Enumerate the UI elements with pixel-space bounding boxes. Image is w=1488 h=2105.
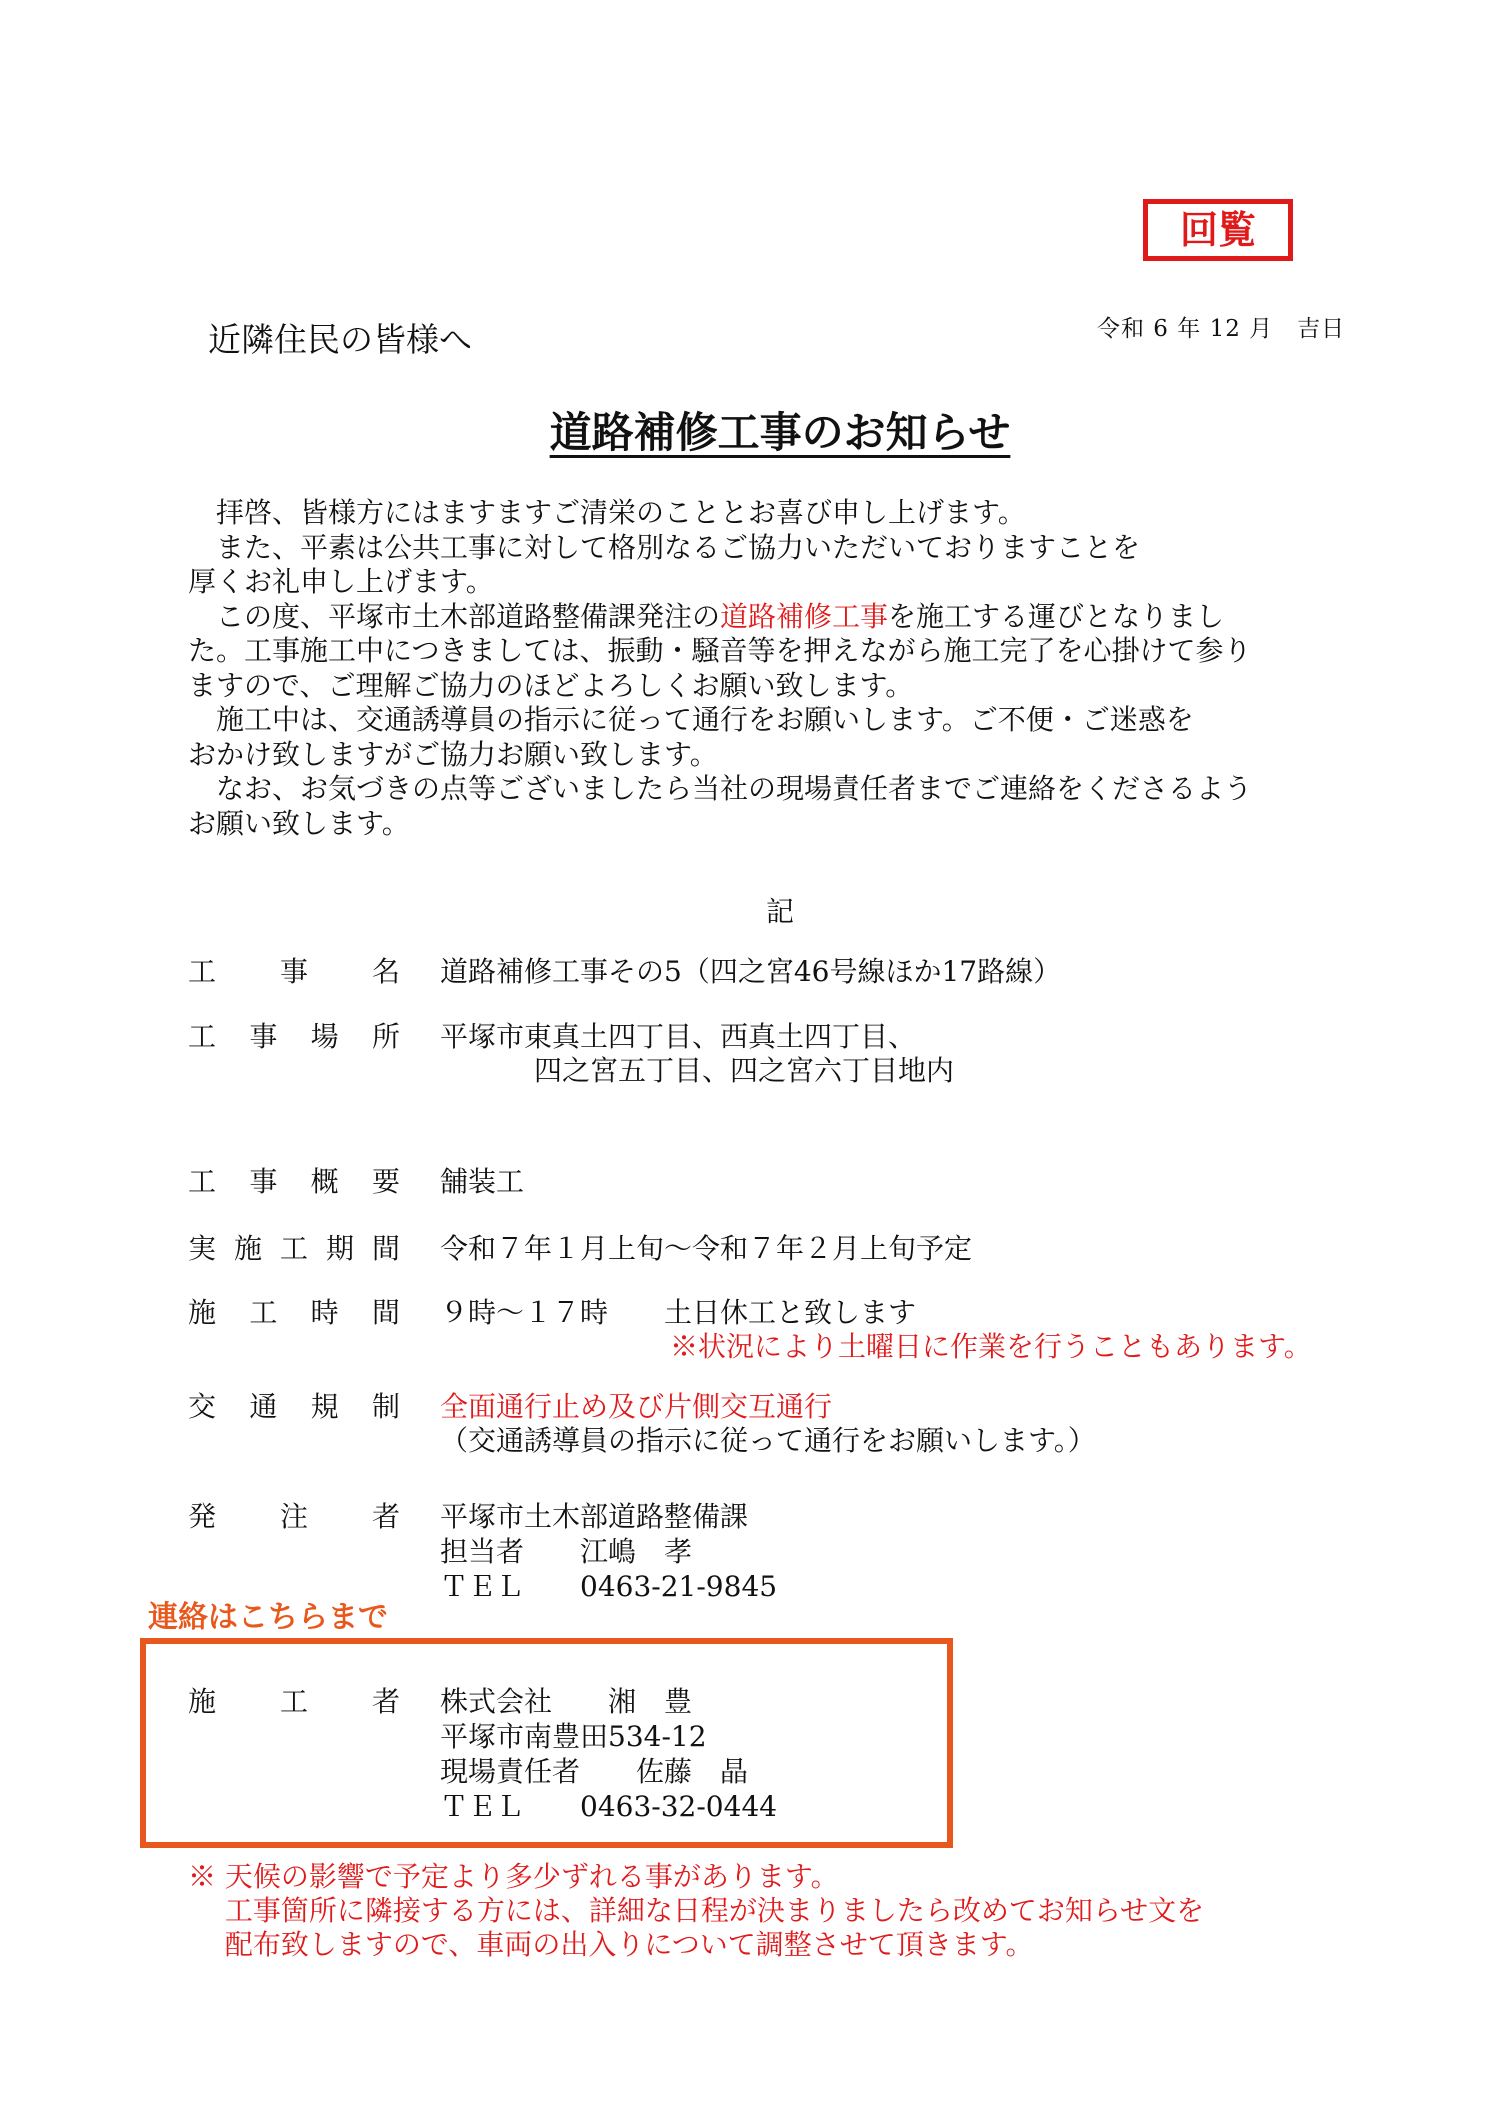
document-title: 道路補修工事のお知らせ — [549, 408, 1011, 457]
label-traffic-control: 交 通 規 制 — [188, 1390, 400, 1423]
client-org: 平塚市土木部道路整備課 — [440, 1500, 749, 1533]
contractor-tel: ＴＥＬ 0463-32-0444 — [440, 1790, 778, 1823]
traffic-control-value: 全面通行止め及び片側交互通行 — [440, 1390, 833, 1423]
circulation-stamp: 回覧 — [1143, 199, 1293, 261]
work-place-value-1: 平塚市東真土四丁目、西真土四丁目、 — [440, 1020, 917, 1053]
label-contractor: 施 工 者 — [188, 1685, 400, 1718]
body-line: 拝啓、皆様方にはますますご清栄のこととお喜び申し上げます。 — [188, 496, 1026, 529]
work-place-value-2: 四之宮五丁目、四之宮六丁目地内 — [534, 1054, 955, 1087]
contractor-address: 平塚市南豊田534-12 — [440, 1720, 707, 1753]
label-work-place: 工 事 場 所 — [188, 1020, 400, 1053]
body-line: 厚くお礼申し上げます。 — [188, 565, 494, 598]
weather-notes — [188, 1860, 1204, 1962]
traffic-control-note: （交通誘導員の指示に従って通行をお願いします。） — [440, 1424, 1096, 1457]
client-tel: ＴＥＬ 0463-21-9845 — [440, 1570, 778, 1603]
contractor-manager: 現場責任者 佐藤 晶 — [440, 1755, 749, 1788]
body-line: また、平素は公共工事に対して格別なるご協力いただいておりますことを — [188, 530, 1141, 564]
issue-date: 令和 6 年 12 月 吉日 — [1097, 316, 1346, 342]
body-line: 施工中は、交通誘導員の指示に従って通行をお願いします。ご不便・ご迷惑を — [188, 703, 1194, 736]
body-line: なお、お気づきの点等ございましたら当社の現場責任者までご連絡をくださるよう — [188, 772, 1253, 805]
body-line: ますので、ご理解ご協力のほどよろしくお願い致します。 — [188, 668, 914, 702]
label-work-period: 実 施 工 期 間 — [188, 1232, 400, 1265]
addressee: 近隣住民の皆様へ — [208, 320, 472, 359]
client-person: 担当者 江嶋 孝 — [440, 1535, 693, 1568]
body-line: お願い致します。 — [188, 806, 410, 840]
note-line: 工事箇所に隣接する方には、詳細な日程が決まりましたら改めてお知らせ文を — [188, 1894, 1205, 1927]
ki-heading: 記 — [765, 895, 794, 928]
greeting-body — [188, 496, 1252, 841]
note-line: ※ 天候の影響で予定より多少ずれる事があります。 — [188, 1860, 839, 1893]
body-line: おかけ致しますがご協力お願い致します。 — [188, 737, 718, 771]
label-work-name: 工 事 名 — [188, 955, 400, 988]
work-period-value: 令和７年１月上旬～令和７年２月上旬予定 — [440, 1232, 973, 1265]
label-work-summary: 工 事 概 要 — [188, 1165, 400, 1198]
label-client: 発 注 者 — [188, 1500, 400, 1533]
body-line: この度、平塚市土木部道路整備課発注の道路補修工事を施工する運びとなりまし — [188, 599, 1225, 633]
body-line: た。工事施工中につきましては、振動・騒音等を押えながら施工完了を心掛けて参り — [188, 634, 1252, 667]
highlighted-work-name: 道路補修工事 — [720, 599, 889, 633]
work-name-value: 道路補修工事その5（四之宮46号線ほか17路線） — [440, 955, 1062, 988]
contractor-company: 株式会社 湘 豊 — [440, 1685, 693, 1718]
contact-note: 連絡はこちらまで — [148, 1600, 388, 1635]
saturday-work-note: ※状況により土曜日に作業を行うこともあります。 — [670, 1330, 1312, 1363]
work-summary-value: 舗装工 — [440, 1165, 525, 1198]
work-hours-value: ９時～１７時 土日休工と致します — [440, 1296, 917, 1329]
note-line: 配布致しますので、車両の出入りについて調整させて頂きます。 — [188, 1928, 1034, 1961]
label-work-hours: 施 工 時 間 — [188, 1296, 400, 1329]
